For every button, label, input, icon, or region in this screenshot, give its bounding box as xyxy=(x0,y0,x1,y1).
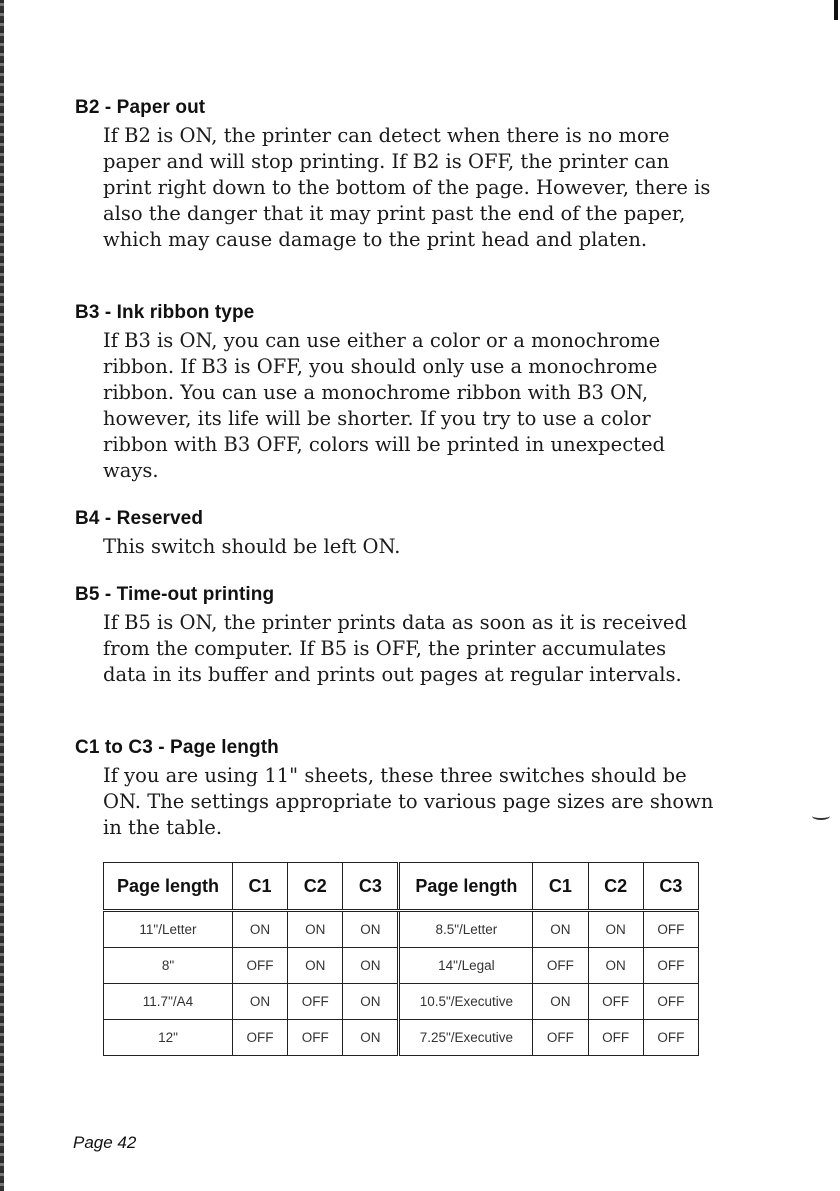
page-number: Page 42 xyxy=(73,1133,137,1152)
scan-edge-mark xyxy=(834,0,838,20)
page-length-table xyxy=(103,862,699,1056)
section-body: This switch should be left ON. xyxy=(103,535,401,558)
section-b2-paper-out xyxy=(75,97,715,253)
section-heading: B2 - Paper out xyxy=(75,97,206,118)
cell-c3: OFF xyxy=(643,984,698,1020)
cell-c1: ON xyxy=(232,911,287,948)
scan-margin-mark xyxy=(812,812,830,820)
section-body: If you are using 11" sheets, these three switches should be ON. The settings appropriate to various page sizes are shown in the table. xyxy=(103,764,714,839)
table-row xyxy=(104,984,699,1020)
cell-c2: OFF xyxy=(288,1020,343,1056)
section-body: If B5 is ON, the printer prints data as soon as it is received from the computer. If B5 is OFF, the printer accumulates data in its buffer and prints out pages at regular intervals. xyxy=(103,611,687,686)
cell-c2: ON xyxy=(288,948,343,984)
page-length-table-wrapper xyxy=(103,862,699,1054)
header-c1: C1 xyxy=(232,863,287,911)
cell-page-length: 11.7"/A4 xyxy=(104,984,233,1020)
cell-page-length: 10.5"/Executive xyxy=(399,984,533,1020)
cell-c3: ON xyxy=(343,948,399,984)
cell-c1: ON xyxy=(533,984,588,1020)
section-c1-c3-page-length xyxy=(75,737,715,841)
cell-c1: ON xyxy=(232,984,287,1020)
cell-c1: OFF xyxy=(533,948,588,984)
scan-edge-left xyxy=(0,0,4,1191)
section-heading: B5 - Time-out printing xyxy=(75,584,275,605)
section-heading: B4 - Reserved xyxy=(75,508,204,529)
cell-c2: ON xyxy=(588,948,643,984)
table-row xyxy=(104,1020,699,1056)
cell-c1: ON xyxy=(533,911,588,948)
section-b4-reserved xyxy=(75,508,715,560)
cell-page-length: 14"/Legal xyxy=(399,948,533,984)
section-body: If B2 is ON, the printer can detect when there is no more paper and will stop printing. If B2 is OFF, the printer can print right down to the bottom of the page. However, there is also the danger that it may print past the end of the paper, which may cause damage to the print head and platen. xyxy=(103,124,711,251)
cell-c3: ON xyxy=(343,1020,399,1056)
header-page-length: Page length xyxy=(399,863,533,911)
header-c2: C2 xyxy=(588,863,643,911)
cell-c3: OFF xyxy=(643,911,698,948)
table-header-row xyxy=(104,863,699,911)
cell-c1: OFF xyxy=(232,1020,287,1056)
header-c2: C2 xyxy=(288,863,343,911)
cell-c2: OFF xyxy=(588,984,643,1020)
header-c1: C1 xyxy=(533,863,588,911)
header-c3: C3 xyxy=(343,863,399,911)
cell-c1: OFF xyxy=(232,948,287,984)
section-body: If B3 is ON, you can use either a color or a monochrome ribbon. If B3 is OFF, you should only use a monochrome ribbon. You can use a monochrome ribbon with B3 ON, however, its life will be shorter. If you try to use a color ribbon with B3 OFF, colors will be printed in unexpected ways. xyxy=(103,329,665,482)
cell-c3: ON xyxy=(343,984,399,1020)
table-row xyxy=(104,948,699,984)
cell-page-length: 7.25"/Executive xyxy=(399,1020,533,1056)
cell-c2: ON xyxy=(288,911,343,948)
section-heading: C1 to C3 - Page length xyxy=(75,737,279,758)
cell-c3: ON xyxy=(343,911,399,948)
cell-c1: OFF xyxy=(533,1020,588,1056)
cell-page-length: 12" xyxy=(104,1020,233,1056)
cell-page-length: 8.5"/Letter xyxy=(399,911,533,948)
cell-c2: OFF xyxy=(288,984,343,1020)
section-heading: B3 - Ink ribbon type xyxy=(75,302,255,323)
section-b3-ink-ribbon-type xyxy=(75,302,715,484)
cell-c2: ON xyxy=(588,911,643,948)
header-c3: C3 xyxy=(643,863,698,911)
table-row xyxy=(104,911,699,948)
section-b5-time-out-printing xyxy=(75,584,715,688)
header-page-length: Page length xyxy=(104,863,233,911)
cell-page-length: 11"/Letter xyxy=(104,911,233,948)
cell-page-length: 8" xyxy=(104,948,233,984)
cell-c3: OFF xyxy=(643,948,698,984)
cell-c2: OFF xyxy=(588,1020,643,1056)
cell-c3: OFF xyxy=(643,1020,698,1056)
